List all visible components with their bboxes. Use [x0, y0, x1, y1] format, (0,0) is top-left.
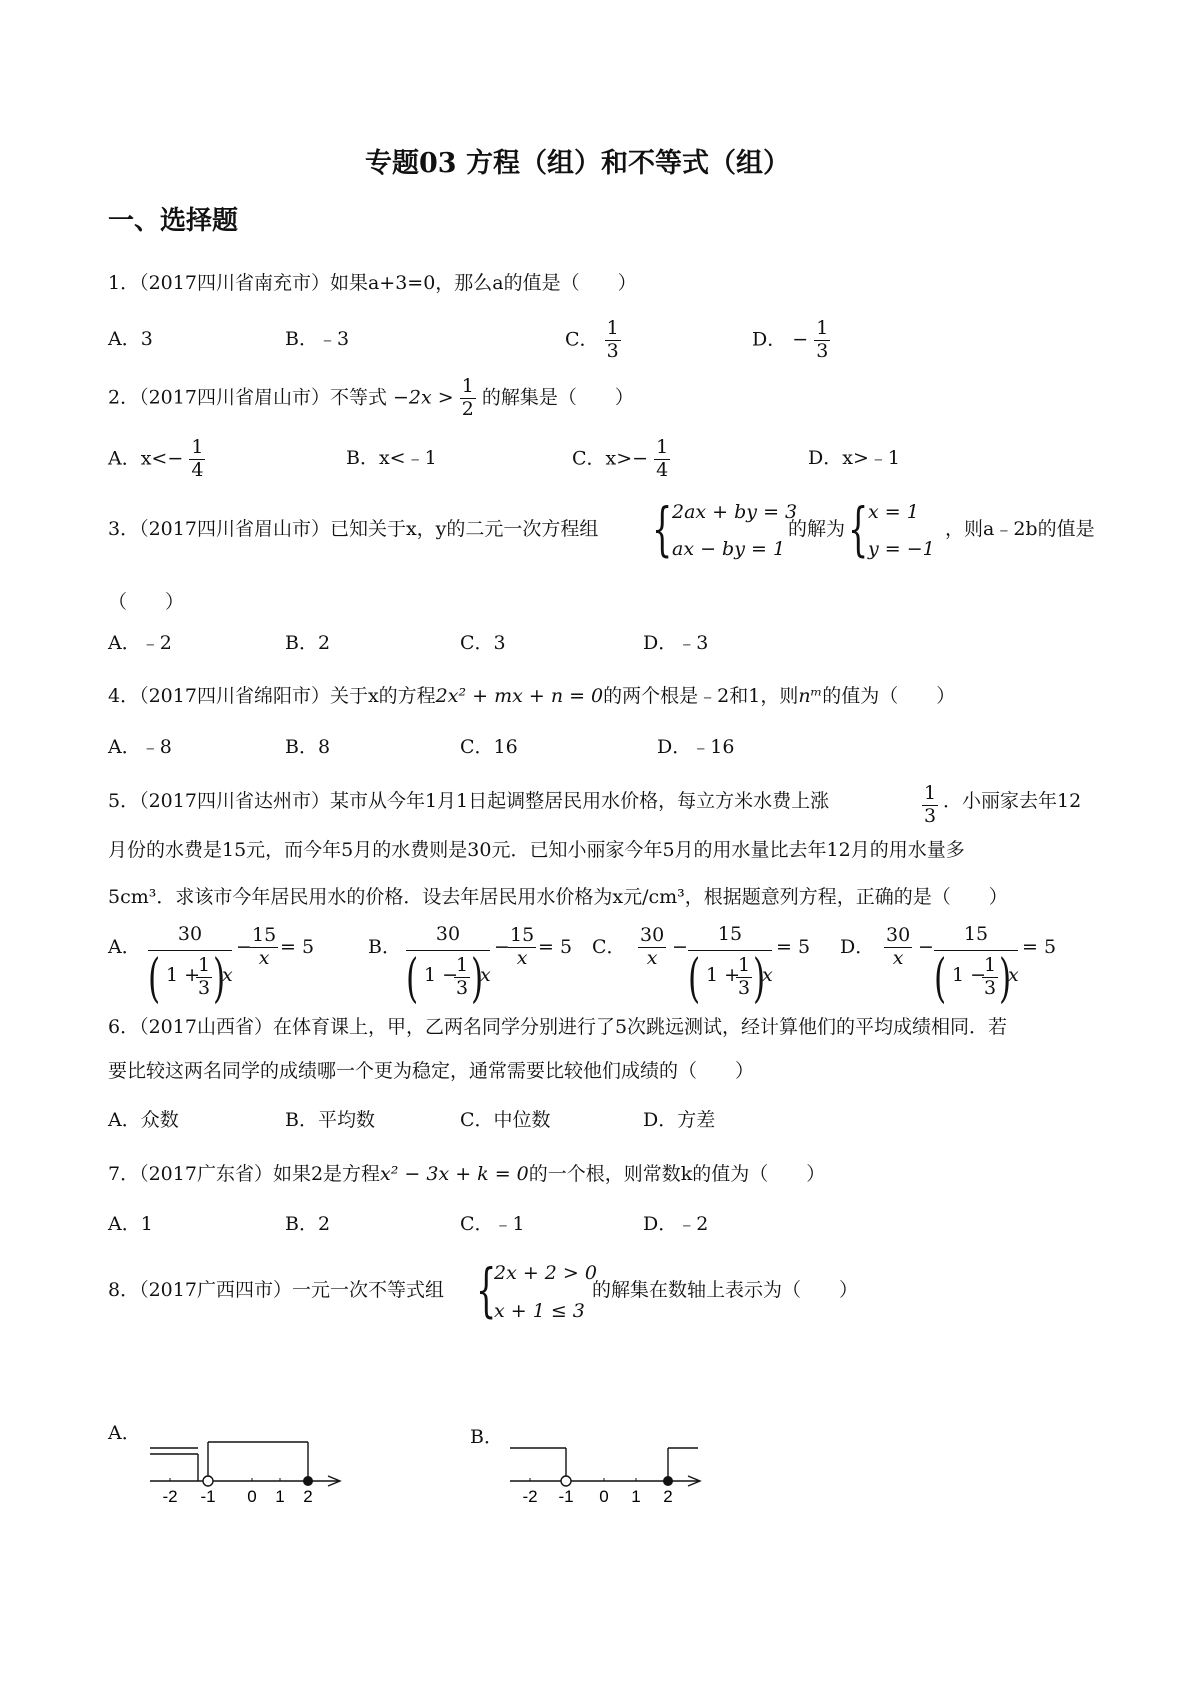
q5-line1-end: ．小丽家去年12: [943, 790, 1082, 812]
question-7-stem: 7．（2017广东省）如果2是方程x² − 3x + k = 0的一个根，则常数k的值为（ ）: [108, 1163, 826, 1185]
q5-d-rhs: = 5: [1022, 936, 1057, 958]
q1-option-c[interactable]: [565, 318, 621, 363]
q8-a-label-neg2: -2: [162, 1487, 178, 1506]
q8-b-label-1: 1: [631, 1487, 641, 1506]
q3-sol1: x = 1: [868, 501, 919, 523]
q4-option-a[interactable]: A．﹣8: [108, 736, 172, 758]
q8-option-a-number-line: [148, 1434, 348, 1506]
question-8-stem-pre: 8．（2017广西四市）一元一次不等式组: [108, 1279, 444, 1301]
q3-option-c[interactable]: C．3: [460, 632, 506, 654]
q5-c-fraction-30: $\frac{30}{x}$: [640, 924, 665, 969]
question-2-stem: [108, 376, 634, 421]
q1-option-c-label: C．: [565, 328, 599, 351]
q5-d-num15: 15: [963, 923, 989, 945]
q7-option-c[interactable]: C．﹣1: [460, 1213, 525, 1235]
q8-eq1: 2x + 2 > 0: [494, 1262, 597, 1284]
q3-mid: 的解为: [788, 518, 846, 540]
q5-c-inner-frac: $\frac{1}{3}$: [738, 954, 751, 999]
q1-d-fraction: $\frac{1}{3}$: [816, 317, 829, 362]
q5-c-x: x: [762, 964, 773, 986]
q5-a-minus: −: [236, 936, 252, 958]
q5-d-fraction-30: $\frac{30}{x}$: [886, 924, 911, 969]
q1-option-a[interactable]: A．3: [108, 328, 153, 350]
q3-stem-post: ，则a﹣2b的值是: [945, 518, 1095, 540]
q5-a-x: x: [222, 964, 233, 986]
q5-a-paren-open: (: [148, 949, 161, 1009]
question-1-stem: 1．（2017四川省南充市）如果a+3=0，那么a的值是（ ）: [108, 272, 637, 294]
q5-d-paren-open: (: [934, 949, 947, 1009]
q5-c-paren-open: (: [688, 949, 701, 1009]
q1-option-d-label: D．: [752, 328, 787, 351]
q2-option-d[interactable]: D．x>﹣1: [808, 447, 900, 469]
q5-d-minus: −: [918, 936, 934, 958]
q8-option-b[interactable]: B．: [470, 1426, 503, 1448]
q5-c-minus: −: [672, 936, 688, 958]
q7-option-b[interactable]: B．2: [285, 1213, 331, 1235]
q8-b-open-dot: [561, 1476, 571, 1486]
q5-b-paren-close: ): [471, 949, 484, 1009]
q8-system-brace: {: [476, 1256, 497, 1324]
q5-b-fraction-15: $\frac{15}{x}$: [510, 924, 535, 969]
q5-a-fraction-15: $\frac{15}{x}$: [252, 924, 277, 969]
q5-c-paren-close: ): [753, 949, 766, 1009]
q8-stem-post: 的解集在数轴上表示为（ ）: [592, 1279, 859, 1301]
q5-c-num15: 15: [717, 923, 743, 945]
q4-equation: 2x² + mx + n = 0: [435, 685, 604, 707]
q5-d-oneminus: 1 −: [952, 964, 987, 986]
q3-option-b[interactable]: B．2: [285, 632, 331, 654]
q5-a-paren-close: ): [213, 949, 226, 1009]
q8-b-label-2: 2: [663, 1487, 673, 1506]
q2-c-fraction: $\frac{1}{4}$: [656, 436, 669, 481]
q3-sol2: y = −1: [868, 538, 935, 560]
q5-option-a-label[interactable]: A．: [108, 936, 141, 958]
q7-option-d[interactable]: D．﹣2: [643, 1213, 709, 1235]
q1-d-minus: −: [792, 328, 809, 351]
q5-a-inner-frac: $\frac{1}{3}$: [198, 954, 211, 999]
question-5-line1: 5．（2017四川省达州市）某市从今年1月1日起调整居民用水价格，每立方米水费上涨: [108, 790, 830, 812]
q8-a-closed-dot: [303, 1476, 313, 1486]
q8-a-label-2: 2: [303, 1487, 313, 1506]
q3-system-brace: {: [652, 495, 673, 563]
q8-eq2: x + 1 ≤ 3: [494, 1300, 585, 1322]
q8-b-label-neg1: -1: [558, 1487, 574, 1506]
q5-c-rhs: = 5: [776, 936, 811, 958]
question-3-stem-pre: 3．（2017四川省眉山市）已知关于x，y的二元一次方程组: [108, 518, 599, 540]
q8-a-label-0: 0: [247, 1487, 257, 1506]
q2-a-fraction: $\frac{1}{4}$: [191, 436, 204, 481]
q7-equation: x² − 3x + k = 0: [380, 1163, 529, 1185]
q5-b-rhs: = 5: [538, 936, 573, 958]
q5-c-oneplus: 1 +: [706, 964, 741, 986]
q5-d-inner-frac: $\frac{1}{3}$: [984, 954, 997, 999]
q2-option-b[interactable]: B．x<﹣1: [346, 447, 437, 469]
q4-option-b[interactable]: B．8: [285, 736, 331, 758]
q3-solution-brace: {: [848, 495, 869, 563]
q4-option-d[interactable]: D．﹣16: [657, 736, 735, 758]
q8-a-label-1: 1: [275, 1487, 285, 1506]
q5-a-num30: 30: [177, 923, 203, 945]
q3-answer-paren: （ ）: [108, 591, 185, 613]
question-6-line2: 要比较这两名同学的成绩哪一个更为稳定，通常需要比较他们成绩的（ ）: [108, 1060, 755, 1082]
q5-b-x: x: [480, 964, 491, 986]
q5-a-rhs: = 5: [280, 936, 315, 958]
q4-option-c[interactable]: C．16: [460, 736, 518, 758]
q5-d-x: x: [1008, 964, 1019, 986]
question-5-line2: 月份的水费是15元，而今年5月的水费则是30元．已知小丽家今年5月的用水量比去年12月的用水量多: [108, 839, 965, 861]
q8-b-label-neg2: -2: [522, 1487, 538, 1506]
q1-option-d[interactable]: [752, 318, 830, 363]
q8-option-b-number-line: [508, 1434, 708, 1506]
question-6-line1: 6．（2017山西省）在体育课上，甲，乙两名同学分别进行了5次跳远测试，经计算他们的平均成绩相同．若: [108, 1016, 1008, 1038]
q3-eq2: ax − by = 1: [672, 538, 786, 560]
q5-option-b-label[interactable]: B．: [368, 936, 401, 958]
q6-option-a[interactable]: A．众数: [108, 1109, 179, 1131]
question-5-line3: 5cm³．求该市今年居民用水的价格．设去年居民用水价格为x元/cm³，根据题意列方程，正确的是（ ）: [108, 886, 1008, 908]
q5-fraction: $\frac{1}{3}$: [924, 782, 937, 827]
q3-eq1: 2ax + by = 3: [672, 501, 798, 523]
q6-option-b[interactable]: B．平均数: [285, 1109, 375, 1131]
q2-inequality: −2x >: [393, 386, 454, 409]
q2-fraction: $\frac{1}{2}$: [461, 375, 474, 420]
q8-b-label-0: 0: [599, 1487, 609, 1506]
q5-option-d-label[interactable]: D．: [840, 936, 875, 958]
q2-option-c[interactable]: C．x>− $\frac{1}{4}$: [572, 436, 669, 481]
q8-a-open-dot: [203, 1476, 213, 1486]
q2-option-a[interactable]: A．x<− $\frac{1}{4}$: [108, 436, 204, 481]
q5-b-minus: −: [494, 936, 510, 958]
q6-option-c[interactable]: C．中位数: [460, 1109, 551, 1131]
q5-b-paren-open: (: [406, 949, 419, 1009]
q7-option-a[interactable]: A．1: [108, 1213, 153, 1235]
q6-option-d[interactable]: D．方差: [643, 1109, 716, 1131]
q8-b-closed-dot: [663, 1476, 673, 1486]
section-heading: 一、选择题: [108, 206, 239, 236]
q1-option-b[interactable]: B．﹣3: [285, 328, 350, 350]
q5-b-num30: 30: [435, 923, 461, 945]
page-title: 专题03 方程（组）和不等式（组）: [365, 148, 790, 179]
q4-power: nᵐ: [798, 685, 823, 707]
q1-c-fraction: $\frac{1}{3}$: [606, 317, 619, 362]
q5-a-oneplus: 1 +: [166, 964, 201, 986]
q5-b-oneminus: 1 −: [424, 964, 459, 986]
q2-stem-pre: 2．（2017四川省眉山市）不等式: [108, 386, 387, 409]
q5-b-inner-frac: $\frac{1}{3}$: [456, 954, 469, 999]
q5-d-paren-close: ): [999, 949, 1012, 1009]
question-4-stem: 4．（2017四川省绵阳市）关于x的方程2x² + mx + n = 0的两个根是﹣2和1，则nᵐ的值为（ ）: [108, 685, 956, 707]
q8-a-label-neg1: -1: [200, 1487, 216, 1506]
q8-option-a[interactable]: A．: [108, 1422, 141, 1444]
q3-option-d[interactable]: D．﹣3: [643, 632, 709, 654]
q3-option-a[interactable]: A．﹣2: [108, 632, 172, 654]
q5-option-c-label[interactable]: C．: [592, 936, 626, 958]
q2-stem-post: 的解集是（ ）: [481, 386, 634, 409]
